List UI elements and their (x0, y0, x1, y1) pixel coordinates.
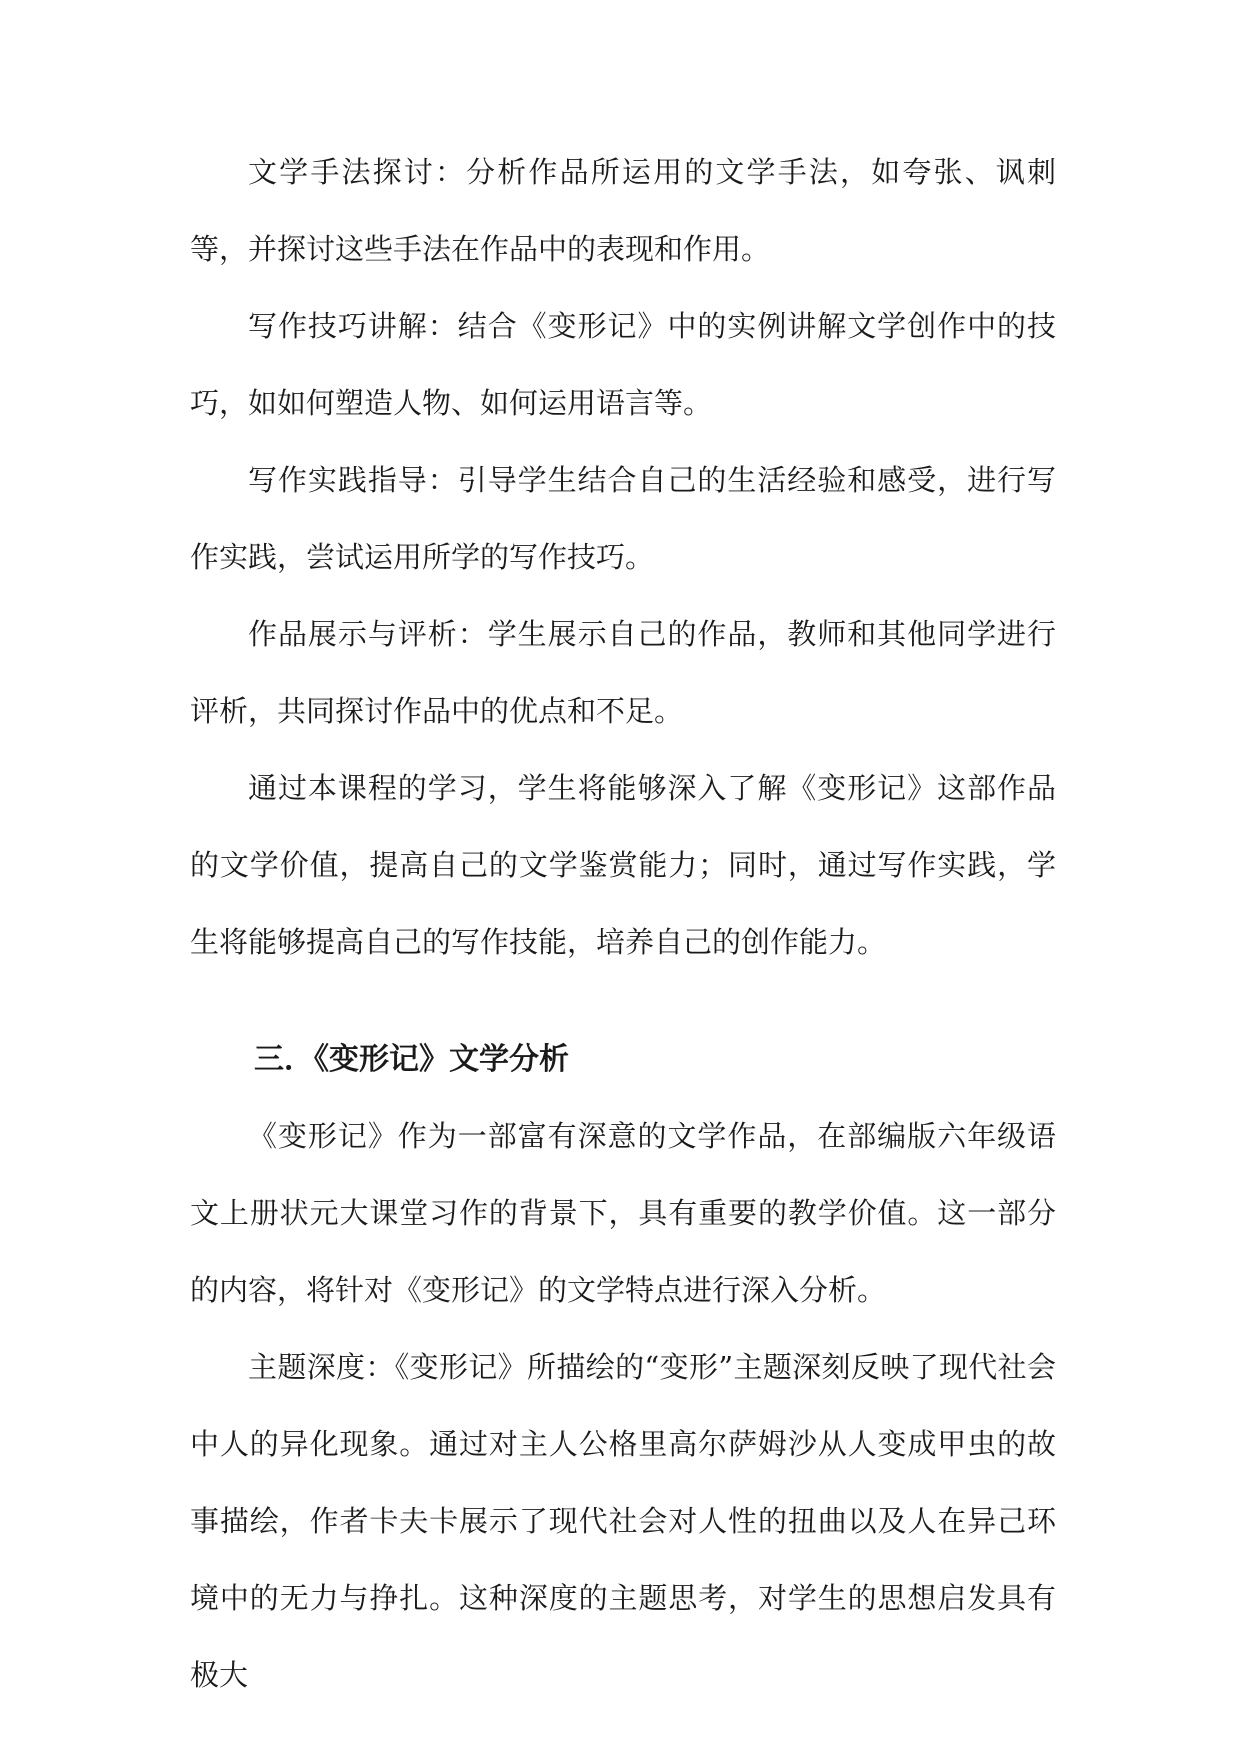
paragraph-writing-practice: 写作实践指导：引导学生结合自己的生活经验和感受，进行写作实践，尝试运用所学的写作技巧。 (190, 463, 1056, 574)
paragraph-theme-depth: 主题深度：《变形记》所描绘的“变形”主题深刻反映了现代社会中人的异化现象。通过对主人公格里高尔萨姆沙从人变成甲虫的故事描绘，作者卡夫卡展示了现代社会对人性的扭曲以及人在异己环境中的无力与挣扎。这种深度的主题思考，对学生的思想启发具有极大 (190, 1350, 1056, 1692)
paragraph-writing-skills: 写作技巧讲解：结合《变形记》中的实例讲解文学创作中的技巧，如如何塑造人物、如何运用语言等。 (190, 309, 1056, 420)
paragraph-analysis-intro: 《变形记》作为一部富有深意的文学作品，在部编版六年级语文上册状元大课堂习作的背景下，具有重要的教学价值。这一部分的内容，将针对《变形记》的文学特点进行深入分析。 (190, 1119, 1056, 1307)
document-body (190, 134, 1056, 1714)
paragraph-literary-techniques: 文学手法探讨：分析作品所运用的文学手法，如夸张、讽刺等，并探讨这些手法在作品中的表现和作用。 (190, 155, 1056, 266)
paragraph-work-showcase: 作品展示与评析：学生展示自己的作品，教师和其他同学进行评析，共同探讨作品中的优点和不足。 (190, 617, 1056, 728)
section-heading: 三．《变形记》文学分析 (254, 1042, 569, 1077)
paragraph-course-summary: 通过本课程的学习，学生将能够深入了解《变形记》这部作品的文学价值，提高自己的文学鉴赏能力；同时，通过写作实践，学生将能够提高自己的写作技能，培养自己的创作能力。 (190, 771, 1056, 959)
